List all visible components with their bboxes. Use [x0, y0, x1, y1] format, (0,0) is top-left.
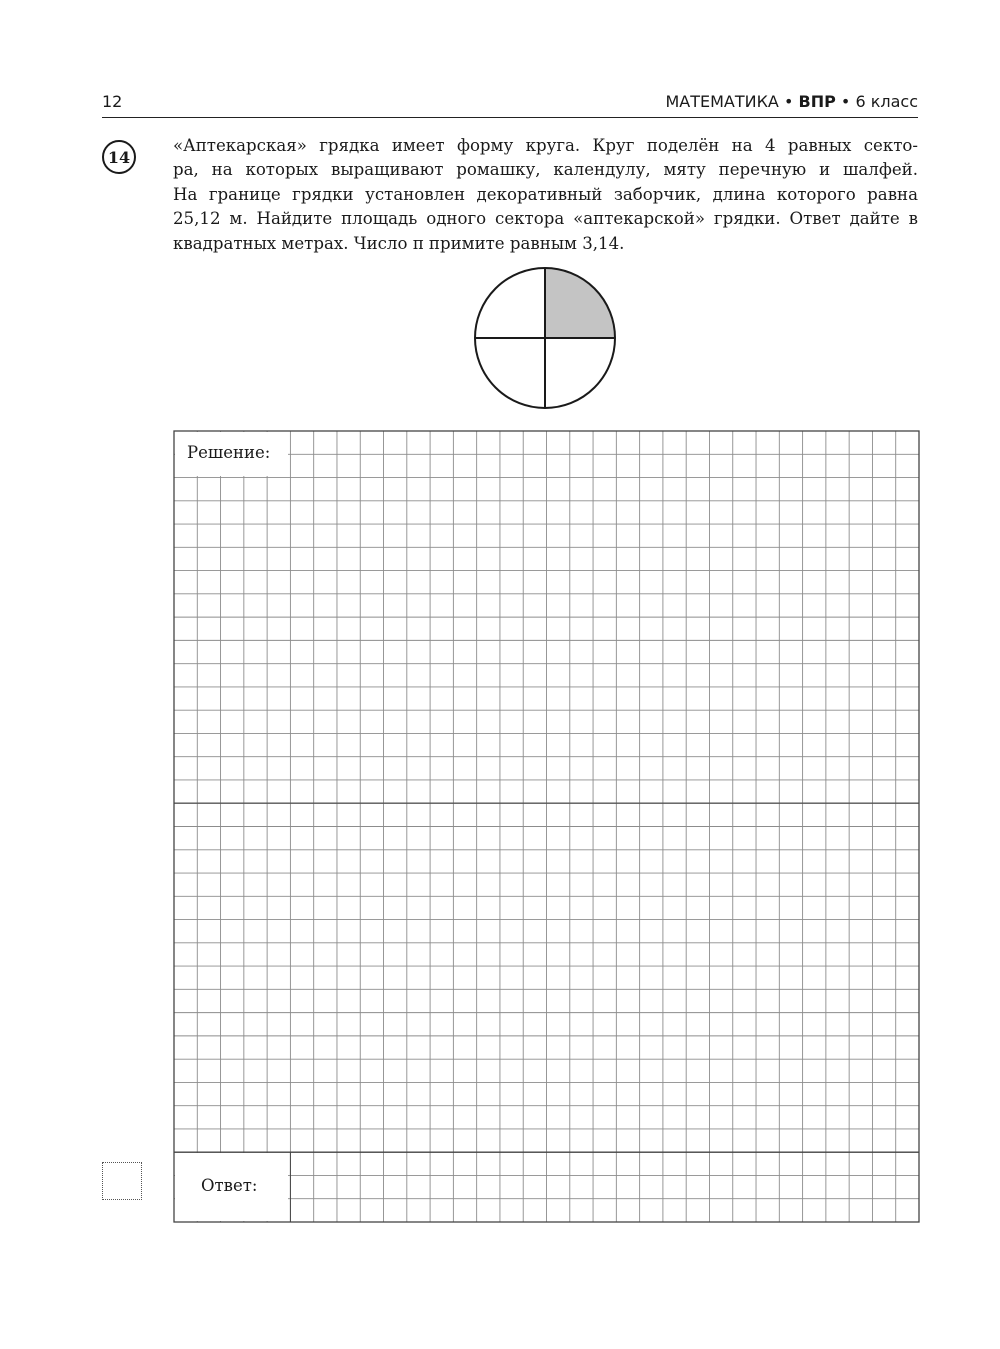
- answer-score-box[interactable]: [102, 1162, 142, 1200]
- task-line-4: 25,12 м. Найдите площадь одного сектора «аптекарской» грядки. Ответ дайте в: [173, 209, 918, 229]
- header-grade: 6 класс: [855, 92, 918, 111]
- page-header: [102, 88, 918, 118]
- header-title: [665, 92, 918, 111]
- header-exam: ВПР: [798, 92, 836, 111]
- task-line-5: квадратных метрах. Число π примите равным 3,14.: [173, 233, 625, 253]
- header-subject: МАТЕМАТИКА: [665, 92, 779, 111]
- task-text: [173, 134, 918, 256]
- circle-figure: [470, 263, 620, 413]
- header-rule: [102, 117, 918, 118]
- task-number: 14: [107, 147, 131, 167]
- header-separator-2: •: [840, 92, 851, 111]
- task-line-1: «Аптекарская» грядка имеет форму круга. Круг поделён на 4 равных секто-: [173, 136, 918, 155]
- solution-grid[interactable]: [173, 430, 920, 1223]
- task-line-2: ра, на которых выращивают ромашку, календулу, мяту перечную и шалфей.: [173, 160, 918, 180]
- solution-label: Решение:: [187, 443, 271, 462]
- task-line-3: На границе грядки установлен декоративный заборчик, длина которого равна: [173, 184, 918, 204]
- page-number: 12: [102, 92, 123, 111]
- grid-lines: [174, 431, 919, 1222]
- task-number-badge: [102, 140, 136, 174]
- answer-label: Ответ:: [201, 1176, 258, 1195]
- header-separator-1: •: [783, 92, 794, 111]
